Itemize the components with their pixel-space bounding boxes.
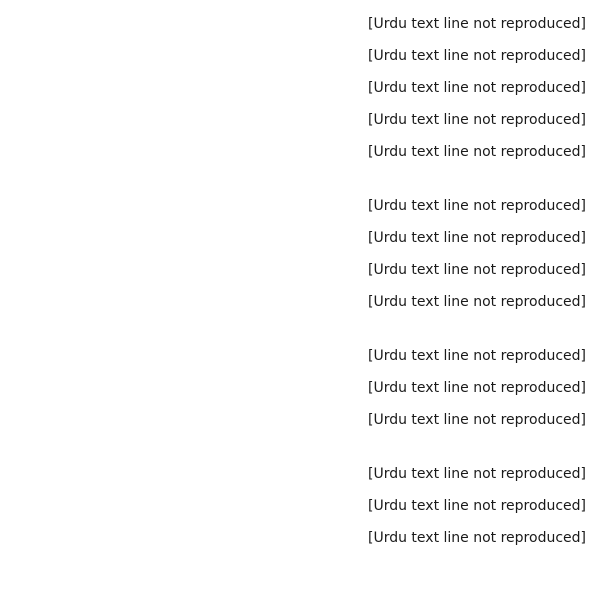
- text-line: [Urdu text line not reproduced]: [368, 16, 586, 32]
- text-line: [Urdu text line not reproduced]: [368, 112, 586, 128]
- text-line: [Urdu text line not reproduced]: [368, 144, 586, 160]
- article-paragraph-4: [14, 458, 586, 554]
- text-line: [Urdu text line not reproduced]: [368, 230, 586, 246]
- article-paragraph-3: [14, 340, 586, 436]
- text-line: [Urdu text line not reproduced]: [368, 412, 586, 428]
- article-paragraph-2: [14, 190, 586, 318]
- text-line: [Urdu text line not reproduced]: [368, 348, 586, 364]
- text-line: [Urdu text line not reproduced]: [368, 530, 586, 546]
- text-line: [Urdu text line not reproduced]: [368, 294, 586, 310]
- text-line: [Urdu text line not reproduced]: [368, 198, 586, 214]
- text-line: [Urdu text line not reproduced]: [368, 48, 586, 64]
- text-line: [Urdu text line not reproduced]: [368, 466, 586, 482]
- text-line: [Urdu text line not reproduced]: [368, 262, 586, 278]
- article-paragraph-1: [14, 8, 586, 168]
- text-line: [Urdu text line not reproduced]: [368, 80, 586, 96]
- text-line: [Urdu text line not reproduced]: [368, 380, 586, 396]
- text-line: [Urdu text line not reproduced]: [368, 498, 586, 514]
